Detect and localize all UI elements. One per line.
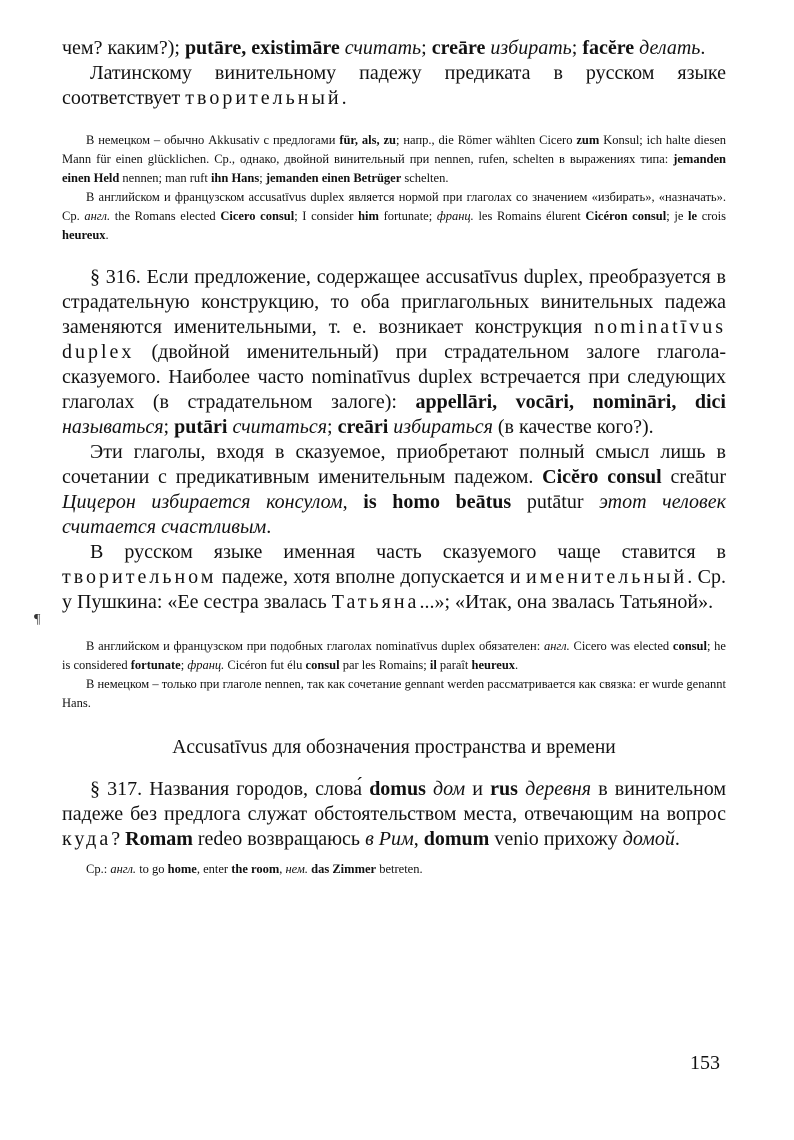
spaced-term: nominatīvus duplex [62, 316, 726, 363]
bold-term: is homo beātus [363, 491, 512, 513]
bold-term: ihn Hans [210, 171, 260, 185]
bold-term: putāre, existimāre [184, 37, 340, 59]
bold-term: fortunate [130, 658, 181, 672]
bold-term: jemanden einen Betrüger [265, 171, 402, 185]
spaced-term: творительный [185, 87, 342, 109]
italic-term: франц. [436, 209, 474, 223]
top-text [62, 36, 726, 111]
bold-term: consul [305, 658, 340, 672]
margin-mark: ¶ [34, 612, 41, 627]
bold-term: Romam [125, 828, 193, 850]
italic-term: англ. [84, 209, 111, 223]
predicate-paragraph: Латинскому винительному падежу предиката в русском языке соответствует творительный. [62, 62, 726, 109]
bold-term: domus [369, 778, 426, 800]
bold-term: Cicéron consul [585, 209, 667, 223]
bold-term: Cicero consul [220, 209, 295, 223]
bold-term: consul [672, 639, 707, 653]
bold-term: home [167, 862, 197, 876]
italic-term: англ. [543, 639, 570, 653]
italic-term: нем. [285, 862, 309, 876]
italic-term: этот человек считается счастливым [62, 491, 726, 538]
italic-term: называться [62, 416, 164, 438]
section-317-paragraph: § 317. Названия городов, слова́ domus дом и rus деревня в винительном падеже без предлога служат обстоятельством места, отвечающим на вопрос куда? Romam redeo возвращаюсь в Рим, domum venio прихожу домой. [62, 778, 727, 850]
italic-term: домой [622, 828, 675, 850]
bold-term: putāri [174, 416, 228, 438]
bold-term: facĕre [582, 37, 635, 59]
bold-term: the room [231, 862, 280, 876]
italic-term: деревня [525, 778, 592, 800]
spaced-term: именительный [525, 566, 688, 588]
bold-term: le [688, 209, 698, 223]
note-nominativus [62, 637, 726, 713]
bold-term: das Zimmer [311, 862, 377, 876]
bold-term: rus [490, 778, 518, 800]
bold-term: Cicĕro consul [542, 466, 662, 488]
continuation-line: чем? каким?); putāre, existimāre считать; creāre избирать; facĕre делать. [62, 37, 706, 59]
bold-term: il [429, 658, 437, 672]
section-316-paragraph: В русском языке именная часть сказуемого чаще ставится в творительном падеже, хотя вполне допускается и именительный. Ср. у Пушкина: «Ее сестра звалась Татьяна...»; «Итак, она звалась Татьяной». [62, 541, 726, 613]
bold-term: heureux [62, 228, 106, 242]
section-heading: Accusatīvus для обозначения пространства и времени [172, 737, 616, 758]
spaced-term: Татьяна [331, 591, 420, 613]
bold-term: zum [576, 133, 600, 147]
section-316-paragraph: § 316. Если предложение, содержащее accusatīvus duplex, преобразуется в страдательную конструкцию, то оба приглагольных винительных падежа заменяются именительными, т. е. возникает конструкция nominatīvus duplex (двойной именительный) при страдательном залоге глагола-сказуемого. Наиболее часто nominatīvus duplex встречается при следующих глаголах (в страдательном залоге): appellāri, vocāri, nomināri, dici называться; putāri считаться; creāri избираться (в качестве кого?). [62, 266, 726, 438]
bold-term: für, als, zu [339, 133, 396, 147]
note-paragraph: В английском и французском accusatīvus duplex является нормой при глаголах со значением «избирать», «назначать». Ср. англ. the Romans elected Cicero consul; I consider him fortunate; франц. les Romains élurent Cicéron consul; je le crois heureux. [62, 190, 727, 242]
note-paragraph: В немецком – только при глаголе nennen, так как сочетание gennant werden рассматривается как связка: er wurde genannt Hans. [62, 677, 726, 710]
bold-term: heureux [471, 658, 516, 672]
page-number: 153 [690, 1052, 720, 1074]
bold-term: creāre [431, 37, 486, 59]
italic-term: франц. [187, 658, 225, 672]
spaced-term: куда [62, 828, 112, 850]
section-316 [62, 265, 726, 615]
note-german-english [62, 131, 726, 245]
italic-term: считаться [232, 416, 328, 438]
note-paragraph: В английском и французском при подобных глаголах nominatīvus duplex обязателен: англ. Cicero was elected consul; he is considered fortunate; франц. Cicéron fut élu consul par les Romains; il paraît heureux. [62, 639, 726, 672]
bold-term: domum [423, 828, 490, 850]
section-317 [62, 777, 726, 852]
italic-term: англ. [110, 862, 137, 876]
italic-term: избирать [490, 37, 572, 59]
note-paragraph: В немецком – обычно Akkusativ с предлогами für, als, zu; напр., die Römer wählten Cicero zum Konsul; ich halte diesen Mann für einen glücklichen. Ср., однако, двойной винительный при nennen, rufen, schelten в выражениях типа: jemanden einen Held nennen; man ruft ihn Hans; jemanden einen Betrüger schelten. [62, 133, 726, 185]
bold-term: him [358, 209, 379, 223]
book-page [62, 36, 726, 879]
italic-term: в Рим [365, 828, 414, 850]
italic-term: избираться [393, 416, 493, 438]
italic-term: делать [639, 37, 701, 59]
bold-term: creāri [337, 416, 389, 438]
italic-term: считать [344, 37, 422, 59]
note-comparison: Ср.: англ. to go home, enter the room, нем. das Zimmer betreten. [86, 862, 423, 876]
italic-term: Цицерон избирается консулом [62, 491, 343, 513]
section-316-paragraph: Эти глаголы, входя в сказуемое, приобретают полный смысл лишь в сочетании с предикативным именительным падежом. Cicĕro consul creātur Цицерон избирается консулом, is homo beātus putātur этот человек считается счастливым. [62, 441, 726, 538]
bold-term: jemanden einen Held [62, 152, 726, 185]
bold-term: appellāri, vocāri, nomināri, dici [415, 391, 726, 413]
italic-term: дом [433, 778, 466, 800]
spaced-term: творительном [62, 566, 217, 588]
